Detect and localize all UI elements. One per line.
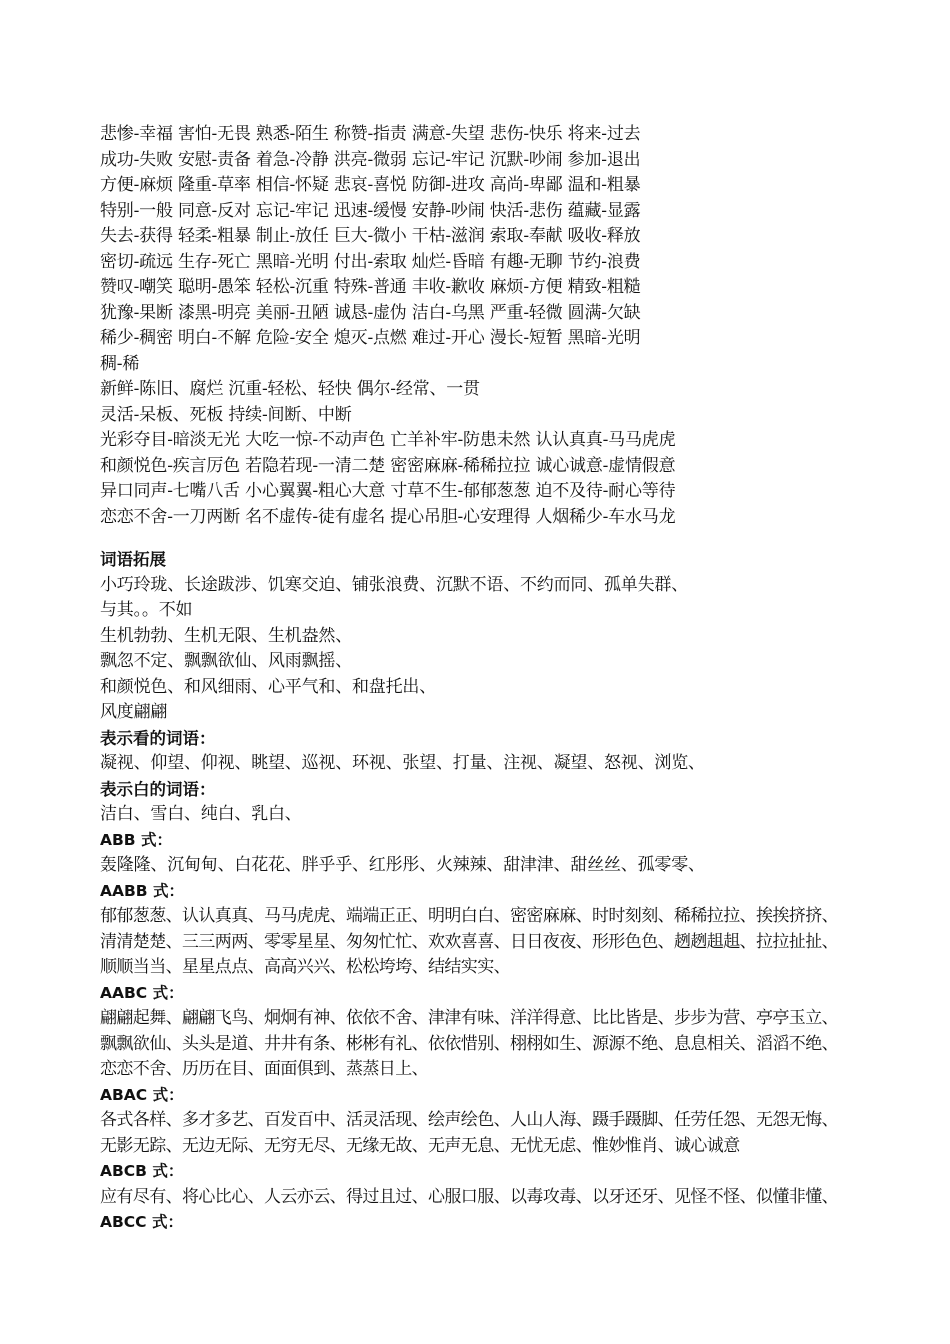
expansion-line: 小巧玲珑、长途跋涉、饥寒交迫、铺张浪费、沉默不语、不约而同、孤单失群、 [100, 574, 688, 595]
expansion-line: 生机勃勃、生机无限、生机盎然、 [100, 625, 352, 646]
abcb-words-line: 应有尽有、将心比心、人云亦云、得过且过、心服口服、以毒攻毒、以牙还牙、见怪不怪、似懂非懂、 [100, 1186, 838, 1207]
antonym-line: 成功-失败 安慰-责备 着急-冷静 洪亮-微弱 忘记-牢记 沉默-吵闹 参加-退出 [100, 149, 641, 170]
antonym-list [100, 122, 920, 530]
section-heading-look: 表示看的词语： [100, 728, 216, 748]
expansion-line: 与其。。不如 [100, 600, 193, 620]
antonym-line: 犹豫-果断 漆黑-明亮 美丽-丑陋 诚恳-虚伪 洁白-乌黑 严重-轻微 圆满-欠缺 [100, 302, 641, 323]
aabc-words-line: 翩翩起舞、翩翩飞鸟、炯炯有神、依依不舍、津津有味、洋洋得意、比比皆是、步步为营、亭亭玉立、 [100, 1008, 838, 1028]
antonym-line: 特别-一般 同意-反对 忘记-牢记 迅速-缓慢 安静-吵闹 快活-悲伤 蕴藏-显露 [100, 200, 641, 221]
section-heading-abcb: ABCB 式： [100, 1162, 184, 1180]
white-words-line: 洁白、雪白、纯白、乳白、 [100, 804, 302, 824]
antonym-line: 异口同声-七嘴八舌 小心翼翼-粗心大意 寸草不生-郁郁葱葱 迫不及待-耐心等待 [100, 481, 676, 501]
antonym-line: 稀少-稠密 明白-不解 危险-安全 熄灭-点燃 难过-开心 漫长-短暂 黑暗-光明 [100, 328, 641, 348]
expansion-line: 和颜悦色、和风细雨、心平气和、和盘托出、 [100, 676, 436, 697]
antonym-line: 稠-稀 [100, 353, 140, 374]
antonym-line: 光彩夺目-暗淡无光 大吃一惊-不动声色 亡羊补牢-防患未然 认认真真-马马虎虎 [100, 430, 676, 450]
aabb-words-line: 清清楚楚、三三两两、零零星星、匆匆忙忙、欢欢喜喜、日日夜夜、形形色色、趔趔趄趄、拉拉扯扯、 [100, 931, 838, 952]
abb-words-line: 轰隆隆、沉甸甸、白花花、胖乎乎、红彤彤、火辣辣、甜津津、甜丝丝、孤零零、 [100, 855, 705, 875]
antonym-line: 失去-获得 轻柔-粗暴 制止-放任 巨大-微小 干枯-滋润 索取-奉献 吸收-释放 [100, 226, 641, 246]
aabb-words-line: 顺顺当当、星星点点、高高兴兴、松松垮垮、结结实实、 [100, 957, 510, 977]
expansion-line: 风度翩翩 [100, 702, 168, 722]
section-heading-white: 表示白的词语： [100, 779, 216, 799]
section-heading-expansion: 词语拓展 [100, 550, 166, 569]
antonym-line: 赞叹-嘲笑 聪明-愚笨 轻松-沉重 特殊-普通 丰收-歉收 麻烦-方便 精致-粗糙 [100, 277, 641, 297]
antonym-line: 密切-疏远 生存-死亡 黑暗-光明 付出-索取 灿烂-昏暗 有趣-无聊 节约-浪费 [100, 251, 641, 272]
section-heading-abac: ABAC 式： [100, 1085, 184, 1104]
aabb-words-line: 郁郁葱葱、认认真真、马马虎虎、端端正正、明明白白、密密麻麻、时时刻刻、稀稀拉拉、挨挨挤挤、 [100, 906, 838, 926]
expansion-line: 飘忽不定、飘飘欲仙、风雨飘摇、 [100, 651, 352, 671]
word-sections [100, 547, 920, 1236]
aabc-words-line: 恋恋不舍、历历在目、面面俱到、蒸蒸日上、 [100, 1059, 428, 1079]
section-heading-aabc: AABC 式： [100, 983, 184, 1002]
antonym-line: 悲惨-幸福 害怕-无畏 熟悉-陌生 称赞-指责 满意-失望 悲伤-快乐 将来-过去 [100, 124, 641, 144]
antonym-line: 灵活-呆板、死板 持续-间断、中断 [100, 404, 352, 425]
look-words-line: 凝视、仰望、仰视、眺望、巡视、环视、张望、打量、注视、凝望、怒视、浏览、 [100, 753, 705, 773]
section-heading-abb: ABB 式： [100, 830, 173, 849]
antonym-line: 和颜悦色-疾言厉色 若隐若现-一清二楚 密密麻麻-稀稀拉拉 诚心诚意-虚情假意 [100, 455, 676, 476]
section-heading-abcc: ABCC 式： [100, 1213, 183, 1231]
antonym-line: 新鲜-陈旧、腐烂 沉重-轻松、轻快 偶尔-经常、一贯 [100, 379, 480, 399]
aabc-words-line: 飘飘欲仙、头头是道、井井有条、彬彬有礼、依依惜别、栩栩如生、源源不绝、息息相关、滔滔不绝、 [100, 1033, 838, 1054]
antonym-line: 方便-麻烦 隆重-草率 相信-怀疑 悲哀-喜悦 防御-进攻 高尚-卑鄙 温和-粗暴 [100, 175, 641, 195]
section-heading-aabb: AABB 式： [100, 881, 185, 900]
abac-words-line: 无影无踪、无边无际、无穷无尽、无缘无故、无声无息、无忧无虑、惟妙惟肖、诚心诚意 [100, 1135, 740, 1156]
abac-words-line: 各式各样、多才多艺、百发百中、活灵活现、绘声绘色、人山人海、蹑手蹑脚、任劳任怨、无怨无悔、 [100, 1110, 838, 1130]
antonym-line: 恋恋不舍-一刀两断 名不虚传-徒有虚名 提心吊胆-心安理得 人烟稀少-车水马龙 [100, 506, 676, 527]
